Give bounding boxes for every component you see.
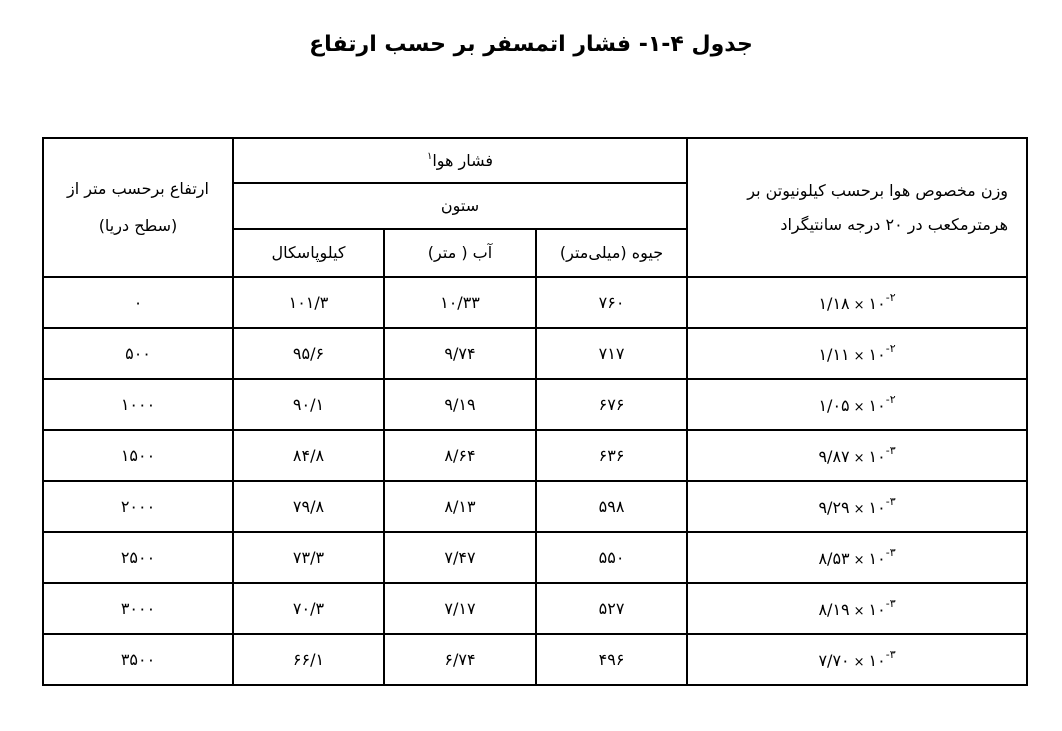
density-base: ۱۰ <box>868 549 886 569</box>
density-value <box>818 546 896 569</box>
mercury-header: جیوه (میلی‌متر) <box>536 229 687 277</box>
times-sign: × <box>853 655 865 671</box>
pressure-table <box>42 137 1028 686</box>
table-row <box>43 583 1027 634</box>
density-cell <box>687 379 1027 430</box>
kilopascal-cell: ۹۵/۶ <box>233 328 384 379</box>
density-value <box>818 342 896 365</box>
table-row <box>43 379 1027 430</box>
density-coefficient: ۸/۵۳ <box>818 549 850 569</box>
density-base: ۱۰ <box>868 396 886 416</box>
altitude-cell: ۱۰۰۰ <box>43 379 233 430</box>
water-cell: ۱۰/۳۳ <box>384 277 536 328</box>
density-value <box>818 648 896 671</box>
air-pressure-header <box>233 138 687 183</box>
density-coefficient: ۹/۲۹ <box>818 498 850 518</box>
times-sign: × <box>853 349 865 365</box>
table-body <box>43 277 1027 685</box>
altitude-cell: ۱۵۰۰ <box>43 430 233 481</box>
table-row <box>43 532 1027 583</box>
table-row <box>43 328 1027 379</box>
mercury-cell: ۷۶۰ <box>536 277 687 328</box>
kilopascal-cell: ۷۰/۳ <box>233 583 384 634</box>
density-value <box>818 291 896 314</box>
air-pressure-label: فشار هوا <box>432 150 494 170</box>
density-exponent: -۲ <box>885 291 896 305</box>
altitude-cell: ۳۰۰۰ <box>43 583 233 634</box>
density-coefficient: ۹/۸۷ <box>818 447 850 467</box>
column-header: ستون <box>233 183 687 229</box>
water-cell: ۹/۱۹ <box>384 379 536 430</box>
density-value <box>818 597 896 620</box>
density-cell <box>687 583 1027 634</box>
density-exponent: -۳ <box>885 597 896 611</box>
density-header: وزن مخصوص هوا برحسب کیلونیوتن بر هرمترمکعب در ۲۰ درجه سانتیگراد <box>687 138 1027 277</box>
water-cell: ۹/۷۴ <box>384 328 536 379</box>
times-sign: × <box>853 400 865 416</box>
density-coefficient: ۱/۰۵ <box>818 396 850 416</box>
density-cell <box>687 328 1027 379</box>
density-exponent: -۲ <box>885 393 896 407</box>
density-base: ۱۰ <box>868 600 886 620</box>
table-title: جدول ۴-۱- فشار اتمسفر بر حسب ارتفاع <box>309 32 753 57</box>
water-header: آب ( متر) <box>384 229 536 277</box>
mercury-cell: ۵۲۷ <box>536 583 687 634</box>
density-cell <box>687 277 1027 328</box>
density-value <box>818 444 896 467</box>
density-base: ۱۰ <box>868 651 886 671</box>
density-base: ۱۰ <box>868 345 886 365</box>
density-base: ۱۰ <box>868 294 886 314</box>
density-cell <box>687 430 1027 481</box>
density-exponent: -۳ <box>885 546 896 560</box>
kilopascal-cell: ۷۹/۸ <box>233 481 384 532</box>
density-exponent: -۳ <box>885 444 896 458</box>
density-coefficient: ۱/۱۱ <box>818 345 850 365</box>
water-cell: ۷/۱۷ <box>384 583 536 634</box>
water-cell: ۸/۶۴ <box>384 430 536 481</box>
table-row <box>43 481 1027 532</box>
altitude-cell: ۲۵۰۰ <box>43 532 233 583</box>
density-coefficient: ۱/۱۸ <box>818 294 850 314</box>
mercury-cell: ۶۳۶ <box>536 430 687 481</box>
times-sign: × <box>853 298 865 314</box>
density-exponent: -۳ <box>885 648 896 662</box>
density-base: ۱۰ <box>868 447 886 467</box>
altitude-header: ارتفاع برحسب متر از (سطح دریا) <box>43 138 233 277</box>
density-cell <box>687 481 1027 532</box>
density-value <box>818 393 896 416</box>
density-exponent: -۳ <box>885 495 896 509</box>
kilopascal-cell: ۸۴/۸ <box>233 430 384 481</box>
density-base: ۱۰ <box>868 498 886 518</box>
table-row <box>43 430 1027 481</box>
kilopascal-header: کیلوپاسکال <box>233 229 384 277</box>
density-cell <box>687 634 1027 685</box>
times-sign: × <box>853 502 865 518</box>
table-row <box>43 634 1027 685</box>
altitude-cell: ۰ <box>43 277 233 328</box>
footnote-marker: ۱ <box>426 150 433 162</box>
altitude-cell: ۵۰۰ <box>43 328 233 379</box>
density-value <box>818 495 896 518</box>
mercury-cell: ۷۱۷ <box>536 328 687 379</box>
water-cell: ۷/۴۷ <box>384 532 536 583</box>
mercury-cell: ۶۷۶ <box>536 379 687 430</box>
times-sign: × <box>853 604 865 620</box>
water-cell: ۶/۷۴ <box>384 634 536 685</box>
water-cell: ۸/۱۳ <box>384 481 536 532</box>
table-row <box>43 277 1027 328</box>
kilopascal-cell: ۶۶/۱ <box>233 634 384 685</box>
kilopascal-cell: ۱۰۱/۳ <box>233 277 384 328</box>
density-coefficient: ۸/۱۹ <box>818 600 850 620</box>
altitude-cell: ۲۰۰۰ <box>43 481 233 532</box>
times-sign: × <box>853 451 865 467</box>
density-cell <box>687 532 1027 583</box>
mercury-cell: ۴۹۶ <box>536 634 687 685</box>
altitude-cell: ۳۵۰۰ <box>43 634 233 685</box>
kilopascal-cell: ۷۳/۳ <box>233 532 384 583</box>
times-sign: × <box>853 553 865 569</box>
kilopascal-cell: ۹۰/۱ <box>233 379 384 430</box>
mercury-cell: ۵۵۰ <box>536 532 687 583</box>
density-exponent: -۲ <box>885 342 896 356</box>
mercury-cell: ۵۹۸ <box>536 481 687 532</box>
density-coefficient: ۷/۷۰ <box>818 651 850 671</box>
